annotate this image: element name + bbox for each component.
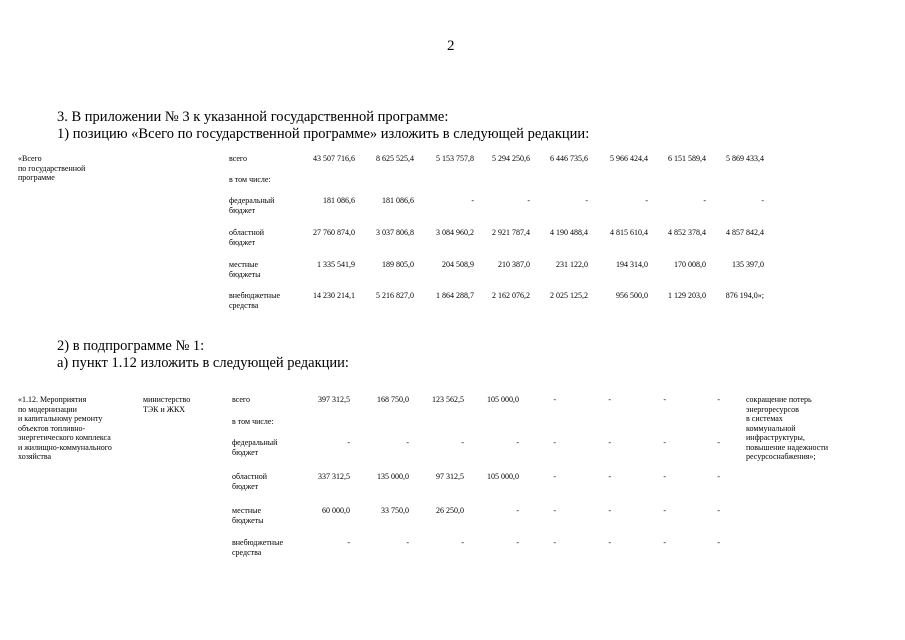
value-cell: 6 151 589,4 (668, 154, 706, 163)
row-label: федеральный бюджет (229, 196, 275, 215)
table-total-heading: «Всего по государственной программе (18, 154, 86, 182)
value-cell: 135 000,0 (377, 472, 409, 481)
value-cell: 1 864 288,7 (436, 291, 474, 300)
row-label: областной бюджет (229, 228, 265, 247)
value-cell: 27 760 874,0 (313, 228, 355, 237)
value-cell: 5 294 250,6 (492, 154, 530, 163)
value-cell: - (608, 438, 611, 447)
value-cell: 231 122,0 (556, 260, 588, 269)
value-cell: - (717, 506, 720, 515)
value-cell: 210 387,0 (498, 260, 530, 269)
value-cell: 170 008,0 (674, 260, 706, 269)
value-cell: - (608, 472, 611, 481)
value-cell: - (663, 395, 666, 404)
value-cell: - (406, 538, 409, 547)
value-cell: - (585, 196, 588, 205)
item-description: «1.12. Мероприятия по модернизации и капитальному ремонту объектов топливно- энергетического комплекса и жилищно-коммунального хозяйства (18, 395, 112, 461)
value-cell: 60 000,0 (322, 506, 350, 515)
value-cell: - (516, 538, 519, 547)
expected-result: сокращение потерь энергоресурсов в системах коммунальной инфраструктуры, повышение надежности ресурсоснабжения»; (746, 395, 829, 461)
value-cell: 123 562,5 (432, 395, 464, 404)
value-cell: - (527, 196, 530, 205)
value-cell: - (553, 438, 556, 447)
value-cell: 1 335 541,9 (317, 260, 355, 269)
value-cell: 4 852 378,4 (668, 228, 706, 237)
value-cell: - (516, 438, 519, 447)
intro-line-1: 3. В приложении № 3 к указанной государственной программе: (57, 109, 449, 125)
value-cell: - (553, 472, 556, 481)
section2-line-1: 2) в подпрограмме № 1: (57, 338, 205, 354)
value-cell: 5 216 827,0 (376, 291, 414, 300)
value-cell: 204 508,9 (442, 260, 474, 269)
row-label: внебюджетные средства (229, 291, 280, 310)
value-cell: 956 500,0 (616, 291, 648, 300)
value-cell: 4 857 842,4 (726, 228, 764, 237)
value-cell: - (761, 196, 764, 205)
value-cell: 3 037 806,8 (376, 228, 414, 237)
row-label: местные бюджеты (229, 260, 261, 279)
value-cell: 105 000,0 (487, 395, 519, 404)
value-cell: - (347, 538, 350, 547)
value-cell: - (608, 506, 611, 515)
value-cell: 2 162 076,2 (492, 291, 530, 300)
value-cell: - (553, 395, 556, 404)
row-label: в том числе: (232, 417, 274, 426)
executor: министерство ТЭК и ЖКХ (143, 395, 191, 414)
value-cell: - (608, 538, 611, 547)
row-label: федеральный бюджет (232, 438, 278, 457)
value-cell: 181 086,6 (323, 196, 355, 205)
value-cell: 26 250,0 (436, 506, 464, 515)
value-cell: - (717, 538, 720, 547)
value-cell: - (406, 438, 409, 447)
value-cell: - (703, 196, 706, 205)
value-cell: 8 625 525,4 (376, 154, 414, 163)
value-cell: 135 397,0 (732, 260, 764, 269)
value-cell: 4 815 610,4 (610, 228, 648, 237)
row-label: всего (232, 395, 251, 404)
value-cell: - (645, 196, 648, 205)
value-cell: - (663, 472, 666, 481)
value-cell: - (471, 196, 474, 205)
value-cell: - (553, 538, 556, 547)
row-label: всего (229, 154, 248, 163)
value-cell: 6 446 735,6 (550, 154, 588, 163)
value-cell: 97 312,5 (436, 472, 464, 481)
value-cell: - (663, 538, 666, 547)
value-cell: 33 750,0 (381, 506, 409, 515)
value-cell: 2 921 787,4 (492, 228, 530, 237)
section2-line-2: а) пункт 1.12 изложить в следующей редакции: (57, 355, 349, 371)
value-cell: 1 129 203,0 (668, 291, 706, 300)
value-cell: 14 230 214,1 (313, 291, 355, 300)
value-cell: - (461, 438, 464, 447)
value-cell: - (717, 472, 720, 481)
row-label: местные бюджеты (232, 506, 264, 525)
value-cell: 43 507 716,6 (313, 154, 355, 163)
value-cell: 3 084 960,2 (436, 228, 474, 237)
value-cell: 4 190 488,4 (550, 228, 588, 237)
value-cell: - (461, 538, 464, 547)
value-cell: 105 000,0 (487, 472, 519, 481)
value-cell: 397 312,5 (318, 395, 350, 404)
value-cell: - (663, 506, 666, 515)
value-cell: 189 805,0 (382, 260, 414, 269)
value-cell: - (347, 438, 350, 447)
value-cell: 5 966 424,4 (610, 154, 648, 163)
value-cell: 194 314,0 (616, 260, 648, 269)
row-label: в том числе: (229, 175, 271, 184)
value-cell: 337 312,5 (318, 472, 350, 481)
value-cell: 181 086,6 (382, 196, 414, 205)
value-cell: - (717, 438, 720, 447)
value-cell: 5 869 433,4 (726, 154, 764, 163)
value-cell: 2 025 125,2 (550, 291, 588, 300)
row-label: внебюджетные средства (232, 538, 283, 557)
value-cell: - (608, 395, 611, 404)
value-cell: - (717, 395, 720, 404)
value-cell: 5 153 757,8 (436, 154, 474, 163)
row-label: областной бюджет (232, 472, 268, 491)
page-number: 2 (447, 38, 455, 54)
value-cell: - (516, 506, 519, 515)
intro-line-2: 1) позицию «Всего по государственной программе» изложить в следующей редакции: (57, 126, 590, 142)
value-cell: - (553, 506, 556, 515)
value-cell: - (663, 438, 666, 447)
value-cell: 168 750,0 (377, 395, 409, 404)
value-cell: 876 194,0»; (725, 291, 764, 300)
